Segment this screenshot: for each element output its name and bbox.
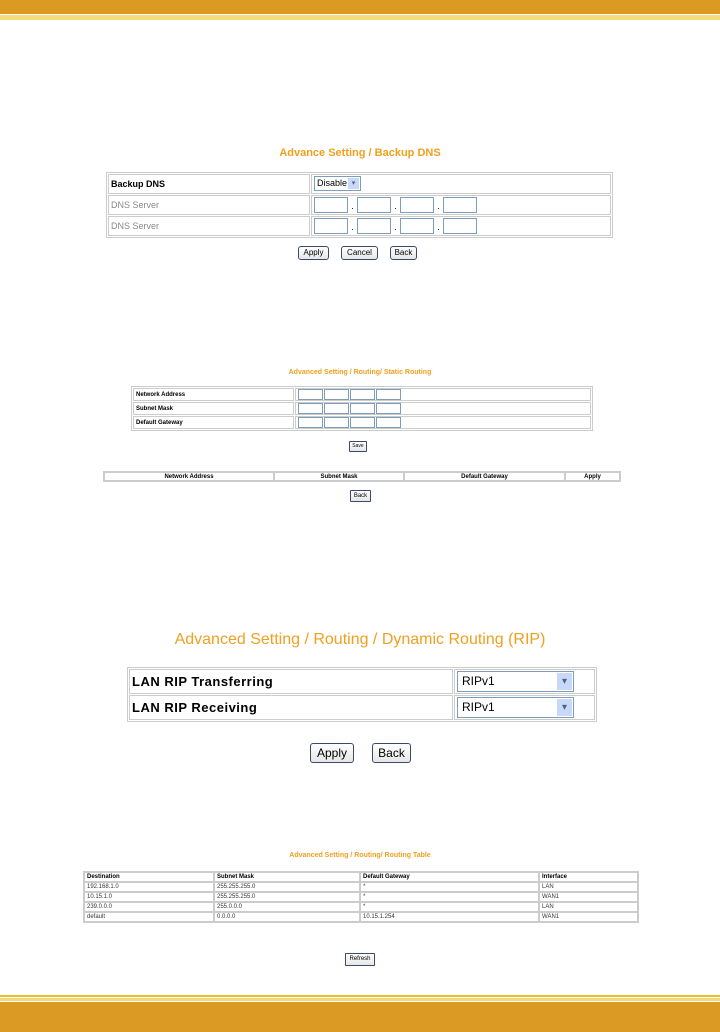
dns1-octet-4[interactable] [443,197,477,213]
back-button[interactable]: Back [372,743,411,763]
table-cell: LAN [539,882,638,892]
row-label: Backup DNS [108,174,310,194]
table-cell: WAN1 [539,892,638,902]
chevron-down-icon: ▾ [348,178,359,189]
row-label: DNS Server [108,195,310,215]
mask-octet-3[interactable] [350,403,375,414]
mask-octet-1[interactable] [298,403,323,414]
dns1-octet-3[interactable] [400,197,434,213]
table-cell: default [84,912,214,922]
gateway-octet-3[interactable] [350,417,375,428]
column-header: Destination [84,872,214,882]
lan-rip-transferring-select[interactable] [457,671,574,692]
column-header: Default Gateway [404,472,565,481]
row-label: Subnet Mask [133,402,294,415]
dns2-octet-2[interactable] [357,218,391,234]
table-row [84,902,638,912]
save-button[interactable]: Save [349,441,367,452]
table-cell: * [360,882,539,892]
routing-table-title: Advanced Setting / Routing/ Routing Table [289,852,431,859]
backup-dns-title: Advance Setting / Backup DNS [279,147,441,159]
select-value: RIPv1 [462,700,495,714]
gateway-octet-1[interactable] [298,417,323,428]
static-routing-table [131,386,593,431]
back-button[interactable]: Back [350,490,371,502]
table-cell: 0.0.0.0 [214,912,360,922]
table-cell: 10.15.1.0 [84,892,214,902]
row-label: LAN RIP Receiving [129,695,453,720]
table-cell: 255.0.0.0 [214,902,360,912]
select-value: Disable [317,178,348,189]
dns1-octet-1[interactable] [314,197,348,213]
routing-table [83,871,639,923]
table-cell: LAN [539,902,638,912]
network-octet-1[interactable] [298,389,323,400]
header-bar [0,0,720,14]
row-label: LAN RIP Transferring [129,669,453,694]
gateway-octet-4[interactable] [376,417,401,428]
table-row [84,882,638,892]
row-label: Network Address [133,388,294,401]
table-cell: 239.0.0.0 [84,902,214,912]
table-cell: 255.255.255.0 [214,892,360,902]
table-cell: WAN1 [539,912,638,922]
table-row [84,912,638,922]
mask-octet-2[interactable] [324,403,349,414]
network-octet-3[interactable] [350,389,375,400]
chevron-down-icon: ▾ [557,699,572,716]
network-octet-4[interactable] [376,389,401,400]
dns2-octet-3[interactable] [400,218,434,234]
chevron-down-icon: ▾ [557,673,572,690]
column-header: Network Address [104,472,274,481]
table-cell: 10.15.1.254 [360,912,539,922]
apply-button[interactable]: Apply [298,246,329,260]
static-routes-list [103,471,621,482]
row-label: Default Gateway [133,416,294,429]
gateway-octet-2[interactable] [324,417,349,428]
mask-octet-4[interactable] [376,403,401,414]
header-stripe [0,15,720,20]
cancel-button[interactable]: Cancel [341,246,378,260]
dns2-octet-4[interactable] [443,218,477,234]
column-header: Subnet Mask [214,872,360,882]
column-header: Apply [565,472,620,481]
backup-dns-select[interactable] [314,176,361,191]
lan-rip-receiving-select[interactable] [457,697,574,718]
rip-table [127,667,597,722]
network-octet-2[interactable] [324,389,349,400]
backup-dns-table: Backup DNS Disable ▾ DNS Server . . . DNS Server . . . [106,172,613,238]
table-cell: * [360,892,539,902]
table-cell: 192.168.1.0 [84,882,214,892]
select-value: RIPv1 [462,674,495,688]
table-cell: 255.255.255.0 [214,882,360,892]
dns2-octet-1[interactable] [314,218,348,234]
refresh-button[interactable]: Refresh [345,953,375,966]
table-row [84,892,638,902]
column-header: Subnet Mask [274,472,404,481]
footer-stripe [0,998,720,1001]
footer-bar [0,1002,720,1032]
dns1-octet-2[interactable] [357,197,391,213]
apply-button[interactable]: Apply [310,743,354,763]
table-cell: * [360,902,539,912]
rip-title: Advanced Setting / Routing / Dynamic Routing (RIP) [174,631,546,648]
back-button[interactable]: Back [390,246,417,260]
row-label: DNS Server [108,216,310,236]
footer-line [0,995,720,997]
column-header: Interface [539,872,638,882]
static-routing-title: Advanced Setting / Routing/ Static Routing [288,369,432,376]
column-header: Default Gateway [360,872,539,882]
